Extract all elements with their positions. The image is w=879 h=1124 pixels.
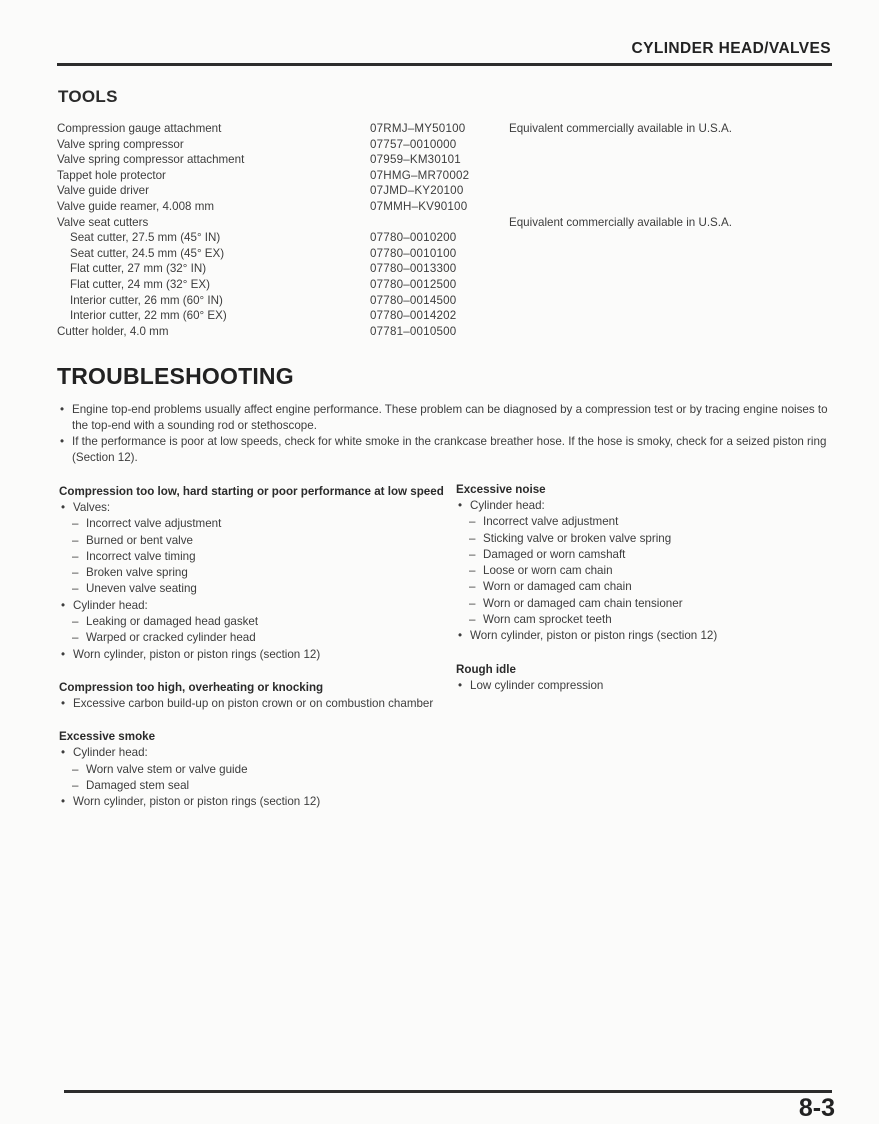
intro-bullet: • If the performance is poor at low speeds, check for white smoke in the crankcase breather hose. If the hose is smoky, check for a seized piston ring (Section 12). [60, 435, 827, 464]
dash-marker: – [72, 631, 79, 645]
cause-bullet [456, 678, 836, 694]
bullet-marker: • [458, 629, 463, 643]
tool-name: Valve seat cutters [57, 215, 149, 229]
tool-name: Cutter holder, 4.0 mm [57, 324, 169, 338]
header-rule [57, 63, 832, 66]
dash-marker: – [469, 596, 476, 610]
symptom-title: Compression too low, hard starting or poor performance at low speed [59, 485, 444, 498]
cause-text: Damaged or worn camshaft [483, 547, 626, 561]
cause-bullet [456, 628, 836, 644]
dash-marker: – [72, 566, 79, 580]
intro-text: If the performance is poor at low speeds, check for white smoke in the crankcase breather hose. If the hose is smoky, check for a seized piston ring (Section 12). [72, 435, 827, 464]
symptom-title: Rough idle [456, 662, 516, 676]
bullet-marker: • [61, 795, 66, 809]
bullet-marker: • [61, 696, 66, 710]
cause-bullet [59, 647, 444, 663]
tool-part-number: 07JMD–KY20100 [370, 184, 464, 198]
troubleshooting-heading: TROUBLESHOOTING [57, 363, 294, 389]
tool-part-number: 07780–0010200 [370, 231, 457, 245]
cause-text: Sticking valve or broken valve spring [483, 531, 672, 545]
tools-heading: TOOLS [58, 87, 118, 106]
tool-row [57, 230, 817, 246]
bullet-marker: • [61, 746, 66, 760]
tool-part-number: 07781–0010500 [370, 324, 457, 338]
tool-part-number: 07780–0014500 [370, 293, 457, 307]
dash-marker: – [72, 762, 79, 776]
tool-name: Valve guide driver [57, 184, 149, 198]
cause-text: Uneven valve seating [86, 582, 197, 596]
cause-text: Warped or cracked cylinder head [86, 631, 256, 645]
page-number: 8-3 [798, 1094, 835, 1122]
cause-text: Low cylinder compression [470, 678, 604, 692]
tool-name: Valve spring compressor [57, 137, 184, 151]
tool-row [57, 183, 817, 199]
footer-rule [64, 1090, 832, 1093]
cause-text: Cylinder head: [73, 746, 148, 760]
cause-text: Worn or damaged cam chain [483, 580, 632, 594]
tool-name: Flat cutter, 24 mm (32° EX) [70, 277, 210, 291]
bullet-marker: • [458, 678, 463, 692]
tool-part-number: 07780–0013300 [370, 262, 457, 276]
tool-row [57, 121, 817, 137]
cause-subitem [59, 516, 444, 532]
cause-subitem [59, 533, 444, 549]
cause-text: Worn cylinder, piston or piston rings (section 12) [73, 795, 321, 809]
cause-text: Cylinder head: [470, 499, 545, 512]
tool-name: Valve spring compressor attachment [57, 153, 245, 167]
cause-subitem [456, 563, 836, 579]
bullet-marker: • [61, 598, 66, 612]
tools-table [57, 121, 817, 339]
tool-part-number: 07780–0014202 [370, 309, 457, 323]
tool-row [57, 261, 817, 277]
cause-subitem [59, 614, 444, 630]
tool-name: Flat cutter, 27 mm (32° IN) [70, 262, 207, 276]
dash-marker: – [72, 582, 79, 596]
dash-marker: – [72, 517, 79, 531]
dash-marker: – [469, 515, 476, 529]
cause-bullet [59, 696, 444, 712]
dash-marker: – [469, 580, 476, 594]
cause-subitem [59, 581, 444, 597]
cause-bullet [59, 598, 444, 614]
intro-text: Engine top-end problems usually affect engine performance. These problem can be diagnosed by a compression test or by tracing engine noises to the top-end with a sounding rod or stethoscope. [72, 403, 828, 432]
tool-part-number: 07RMJ–MY50100 [370, 122, 466, 135]
cause-text: Incorrect valve adjustment [86, 517, 222, 531]
cause-subitem [59, 630, 444, 646]
dash-marker: – [469, 531, 476, 545]
section-header-title: CYLINDER HEAD/VALVES [631, 40, 831, 57]
tool-row [57, 308, 817, 324]
symptom-title: Excessive smoke [59, 730, 156, 744]
symptom-section [59, 680, 444, 712]
symptom-section [59, 484, 444, 663]
cause-text: Worn cylinder, piston or piston rings (section 12) [73, 647, 321, 661]
tool-name: Tappet hole protector [57, 168, 166, 182]
cause-subitem [456, 579, 836, 595]
cause-subitem [456, 531, 836, 547]
intro-bullet: • Engine top-end problems usually affect engine performance. These problem can be diagnosed by a compression test or by tracing engine noises to the top-end with a sounding rod or stethoscope. [60, 403, 828, 432]
dash-marker: – [469, 613, 476, 627]
cause-text: Excessive carbon build-up on piston crown or on combustion chamber [73, 696, 434, 710]
cause-text: Leaking or damaged head gasket [86, 615, 259, 629]
tool-name: Compression gauge attachment [57, 122, 222, 135]
cause-subitem [456, 514, 836, 530]
symptoms-left-column [59, 484, 444, 827]
cause-subitem [456, 612, 836, 628]
tool-row [57, 293, 817, 309]
tool-row [57, 152, 817, 168]
tool-part-number: 07959–KM30101 [370, 153, 461, 167]
dash-marker: – [469, 547, 476, 561]
cause-subitem [456, 547, 836, 563]
tool-row [57, 215, 817, 231]
cause-text: Damaged stem seal [86, 778, 190, 792]
tool-part-number: 07HMG–MR70002 [370, 168, 470, 182]
tool-part-number: 07MMH–KV90100 [370, 199, 468, 213]
cause-text: Worn cylinder, piston or piston rings (section 12) [470, 629, 718, 643]
symptom-section [456, 482, 836, 645]
dash-marker: – [469, 564, 476, 578]
cause-bullet [59, 500, 444, 516]
cause-bullet [456, 498, 836, 514]
tool-row [57, 199, 817, 215]
cause-bullet [59, 745, 444, 761]
cause-subitem [59, 549, 444, 565]
dash-marker: – [72, 778, 79, 792]
tool-row [57, 277, 817, 293]
dash-marker: – [72, 533, 79, 547]
tool-row [57, 246, 817, 262]
bullet-marker: • [61, 501, 66, 514]
tool-name: Interior cutter, 22 mm (60° EX) [70, 309, 227, 323]
tool-name: Seat cutter, 24.5 mm (45° EX) [70, 246, 225, 260]
cause-subitem [59, 565, 444, 581]
tool-note: Equivalent commercially available in U.S.A. [509, 215, 732, 229]
tool-part-number: 07780–0010100 [370, 246, 457, 260]
cause-text: Incorrect valve adjustment [483, 515, 619, 529]
cause-subitem [59, 762, 444, 778]
symptom-section [59, 729, 444, 810]
troubleshooting-intro [58, 402, 838, 466]
tool-row [57, 324, 817, 340]
cause-text: Valves: [73, 501, 111, 514]
tool-name: Valve guide reamer, 4.008 mm [57, 199, 215, 213]
cause-text: Worn valve stem or valve guide [86, 762, 248, 776]
symptom-section [456, 662, 836, 694]
cause-subitem [456, 596, 836, 612]
tool-name: Interior cutter, 26 mm (60° IN) [70, 293, 223, 307]
cause-text: Broken valve spring [86, 566, 188, 580]
cause-text: Cylinder head: [73, 598, 148, 612]
cause-text: Worn cam sprocket teeth [483, 613, 612, 627]
cause-text: Burned or bent valve [86, 533, 193, 547]
tool-row [57, 137, 817, 153]
bullet-marker: • [458, 499, 463, 512]
dash-marker: – [72, 549, 79, 563]
symptoms-right-column [456, 482, 836, 711]
cause-bullet [59, 794, 444, 810]
symptom-title: Compression too high, overheating or knocking [59, 680, 324, 694]
tool-name: Seat cutter, 27.5 mm (45° IN) [70, 231, 221, 245]
cause-text: Worn or damaged cam chain tensioner [483, 596, 683, 610]
tool-part-number: 07780–0012500 [370, 277, 457, 291]
dash-marker: – [72, 615, 79, 629]
tool-note: Equivalent commercially available in U.S.A. [509, 122, 732, 135]
tool-row [57, 168, 817, 184]
bullet-marker: • [61, 647, 66, 661]
cause-text: Incorrect valve timing [86, 549, 196, 563]
symptom-title: Excessive noise [456, 483, 546, 496]
tool-part-number: 07757–0010000 [370, 137, 457, 151]
cause-text: Loose or worn cam chain [483, 564, 613, 578]
cause-subitem [59, 778, 444, 794]
